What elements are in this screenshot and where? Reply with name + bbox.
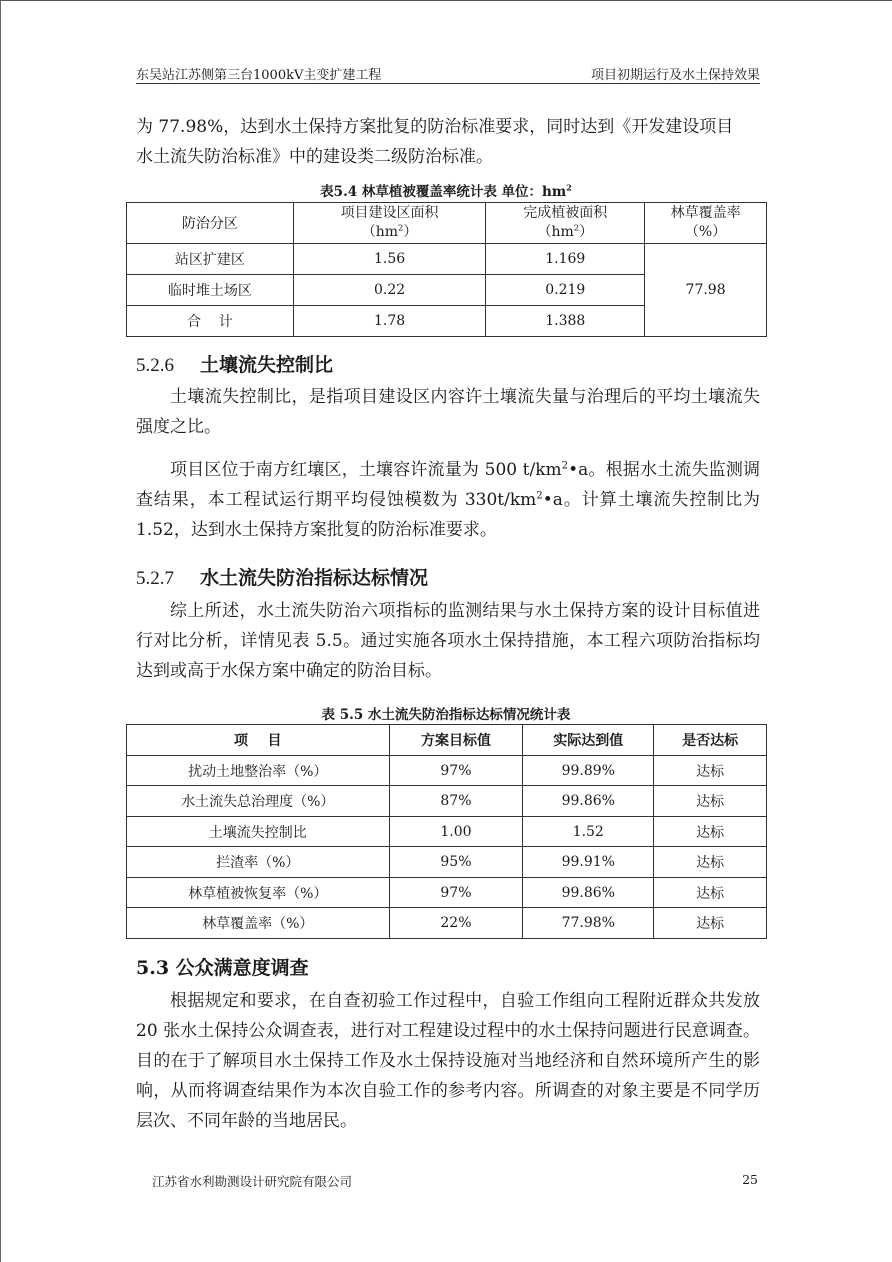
table-5-5-caption: 表 5.5 水土流失防治指标达标情况统计表	[321, 707, 571, 723]
table-cell: 97%	[389, 878, 523, 908]
table-cell: 达标	[654, 786, 767, 817]
table-row	[127, 244, 767, 275]
table-cell: 林草覆盖率（%）	[127, 908, 390, 939]
header-cell: 是否达标	[654, 725, 767, 756]
table-cell: 99.86%	[523, 786, 654, 817]
header-cell-text: 林草覆盖率	[670, 205, 741, 221]
table-cell: 22%	[389, 908, 523, 939]
table-cell: 达标	[654, 847, 767, 878]
table-cell: 0.22	[293, 275, 486, 306]
header-cell: 防治分区	[127, 203, 294, 244]
paragraph	[136, 455, 760, 545]
paragraph: 综上所述，水土流失防治六项指标的监测结果与水土保持方案的设计目标值进行对比分析，详情见表 5.5。通过实施各项水土保持措施，本工程六项防治指标均达到或高于水保方案中确定的防治目标。	[136, 601, 760, 681]
table-cell: 1.52	[523, 817, 654, 847]
section-heading-5-2-6	[136, 350, 333, 377]
header-sup: 2	[398, 222, 404, 233]
table-cell: 临时堆土场区	[127, 275, 294, 306]
table-row	[127, 786, 767, 817]
header-rule	[136, 83, 760, 84]
page-number: 25	[742, 1172, 758, 1187]
paragraph-text: 项目区位于南方红壤区，土壤容许流量为 500 t/km	[170, 460, 562, 480]
paragraph-text: •a。计算土壤流失控制比为 1.52，达到水土保持方案批复的防治标准要求。	[136, 490, 760, 540]
section-heading-5-2-7	[136, 563, 428, 590]
table-cell: 拦渣率（%）	[127, 847, 390, 878]
paragraph: 土壤流失控制比，是指项目建设区内容许土壤流失量与治理后的平均土壤流失强度之比。	[136, 387, 760, 437]
section-title: 土壤流失控制比	[200, 354, 334, 376]
table-header-row	[127, 203, 767, 244]
header-cell: 项 目	[127, 725, 390, 756]
table-cell: 站区扩建区	[127, 244, 294, 275]
header-cell: 实际达到值	[523, 725, 654, 756]
table-cell: 土壤流失控制比	[127, 817, 390, 847]
table-cell: 扰动土地整治率（%）	[127, 756, 390, 786]
superscript: 2	[536, 490, 543, 502]
section-number: 5.2.6	[136, 355, 174, 376]
table-cell: 1.56	[293, 244, 486, 275]
paragraph-line: 为 77.98%，达到水土保持方案批复的防治标准要求，同时达到《开发建设项目	[136, 117, 734, 137]
table-row	[127, 908, 767, 939]
table-row	[127, 817, 767, 847]
header-sup: 2	[573, 222, 580, 233]
paragraph-text: •a。根据水土流失监测调查结果，本工程试运行期平均侵蚀模数为 330t/km	[136, 460, 760, 510]
page-edge-top	[0, 0, 892, 1]
table-cell: 达标	[654, 817, 767, 847]
table-5-5	[126, 724, 767, 939]
table-cell: 1.00	[389, 817, 523, 847]
table-row	[127, 847, 767, 878]
table-cell: 99.86%	[523, 878, 654, 908]
paragraph-continuation	[136, 112, 760, 172]
caption-sup: 2	[566, 182, 572, 193]
header-cell-text: （hm	[537, 224, 574, 240]
header-cell	[645, 203, 767, 244]
table-cell: 达标	[654, 756, 767, 786]
table-5-4	[126, 202, 767, 337]
section-number: 5.2.7	[136, 568, 174, 589]
table-cell: 99.91%	[523, 847, 654, 878]
header-cell: 方案目标值	[389, 725, 523, 756]
header-project-title: 东吴站江苏侧第三台1000kV主变扩建工程	[136, 68, 382, 83]
section-title: 水土流失防治指标达标情况	[200, 567, 429, 589]
header-cell	[293, 203, 486, 244]
paragraph-line: 水土流失防治标准》中的建设类二级防治标准。	[136, 147, 493, 167]
table-cell: 77.98%	[523, 908, 654, 939]
table-cell: 95%	[389, 847, 523, 878]
table-cell: 1.388	[486, 306, 645, 337]
table-cell: 达标	[654, 878, 767, 908]
header-chapter-title: 项目初期运行及水土保持效果	[590, 68, 760, 83]
table-cell: 0.219	[486, 275, 645, 306]
table-cell: 水土流失总治理度（%）	[127, 786, 390, 817]
header-cell-text: 项目建设区面积	[340, 205, 439, 221]
header-cell-text: ）	[579, 224, 594, 240]
header-cell	[486, 203, 645, 244]
table-cell: 99.89%	[523, 756, 654, 786]
table-cell: 林草植被恢复率（%）	[127, 878, 390, 908]
table-5-4-caption	[0, 180, 892, 200]
section-heading-5-3: 5.3 公众满意度调查	[136, 957, 309, 979]
table-cell-merged: 77.98	[645, 244, 767, 337]
paragraph: 根据规定和要求，在自查初验工作过程中，自验工作组向工程附近群众共发放 20 张水土保持公众调查表，进行对工程建设过程中的水土保持问题进行民意调查。目的在于了解项目水土保持工作及水土保持设施对当地经济和自然环境所产生的影响，从而将调查结果作为本次自验工作的参考内容。所调查的对象主要是不同学历层次、不同年龄的当地居民。	[136, 991, 760, 1131]
footer-organization: 江苏省水利勘测设计研究院有限公司	[152, 1174, 353, 1189]
table-cell: 1.169	[486, 244, 645, 275]
table-cell: 1.78	[293, 306, 486, 337]
caption-text: 表5.4 林草植被覆盖率统计表 单位：hm	[320, 184, 567, 200]
header-cell-text: （hm	[361, 224, 399, 240]
table-row	[127, 756, 767, 786]
table-cell: 合 计	[127, 306, 294, 337]
table-cell: 达标	[654, 908, 767, 939]
table-row	[127, 878, 767, 908]
table-header-row	[127, 725, 767, 756]
table-cell: 87%	[389, 786, 523, 817]
table-cell: 97%	[389, 756, 523, 786]
header-cell-text: ）	[403, 224, 418, 240]
header-cell-text: （%）	[684, 224, 727, 240]
superscript: 2	[561, 460, 569, 472]
header-cell-text: 完成植被面积	[523, 205, 608, 221]
